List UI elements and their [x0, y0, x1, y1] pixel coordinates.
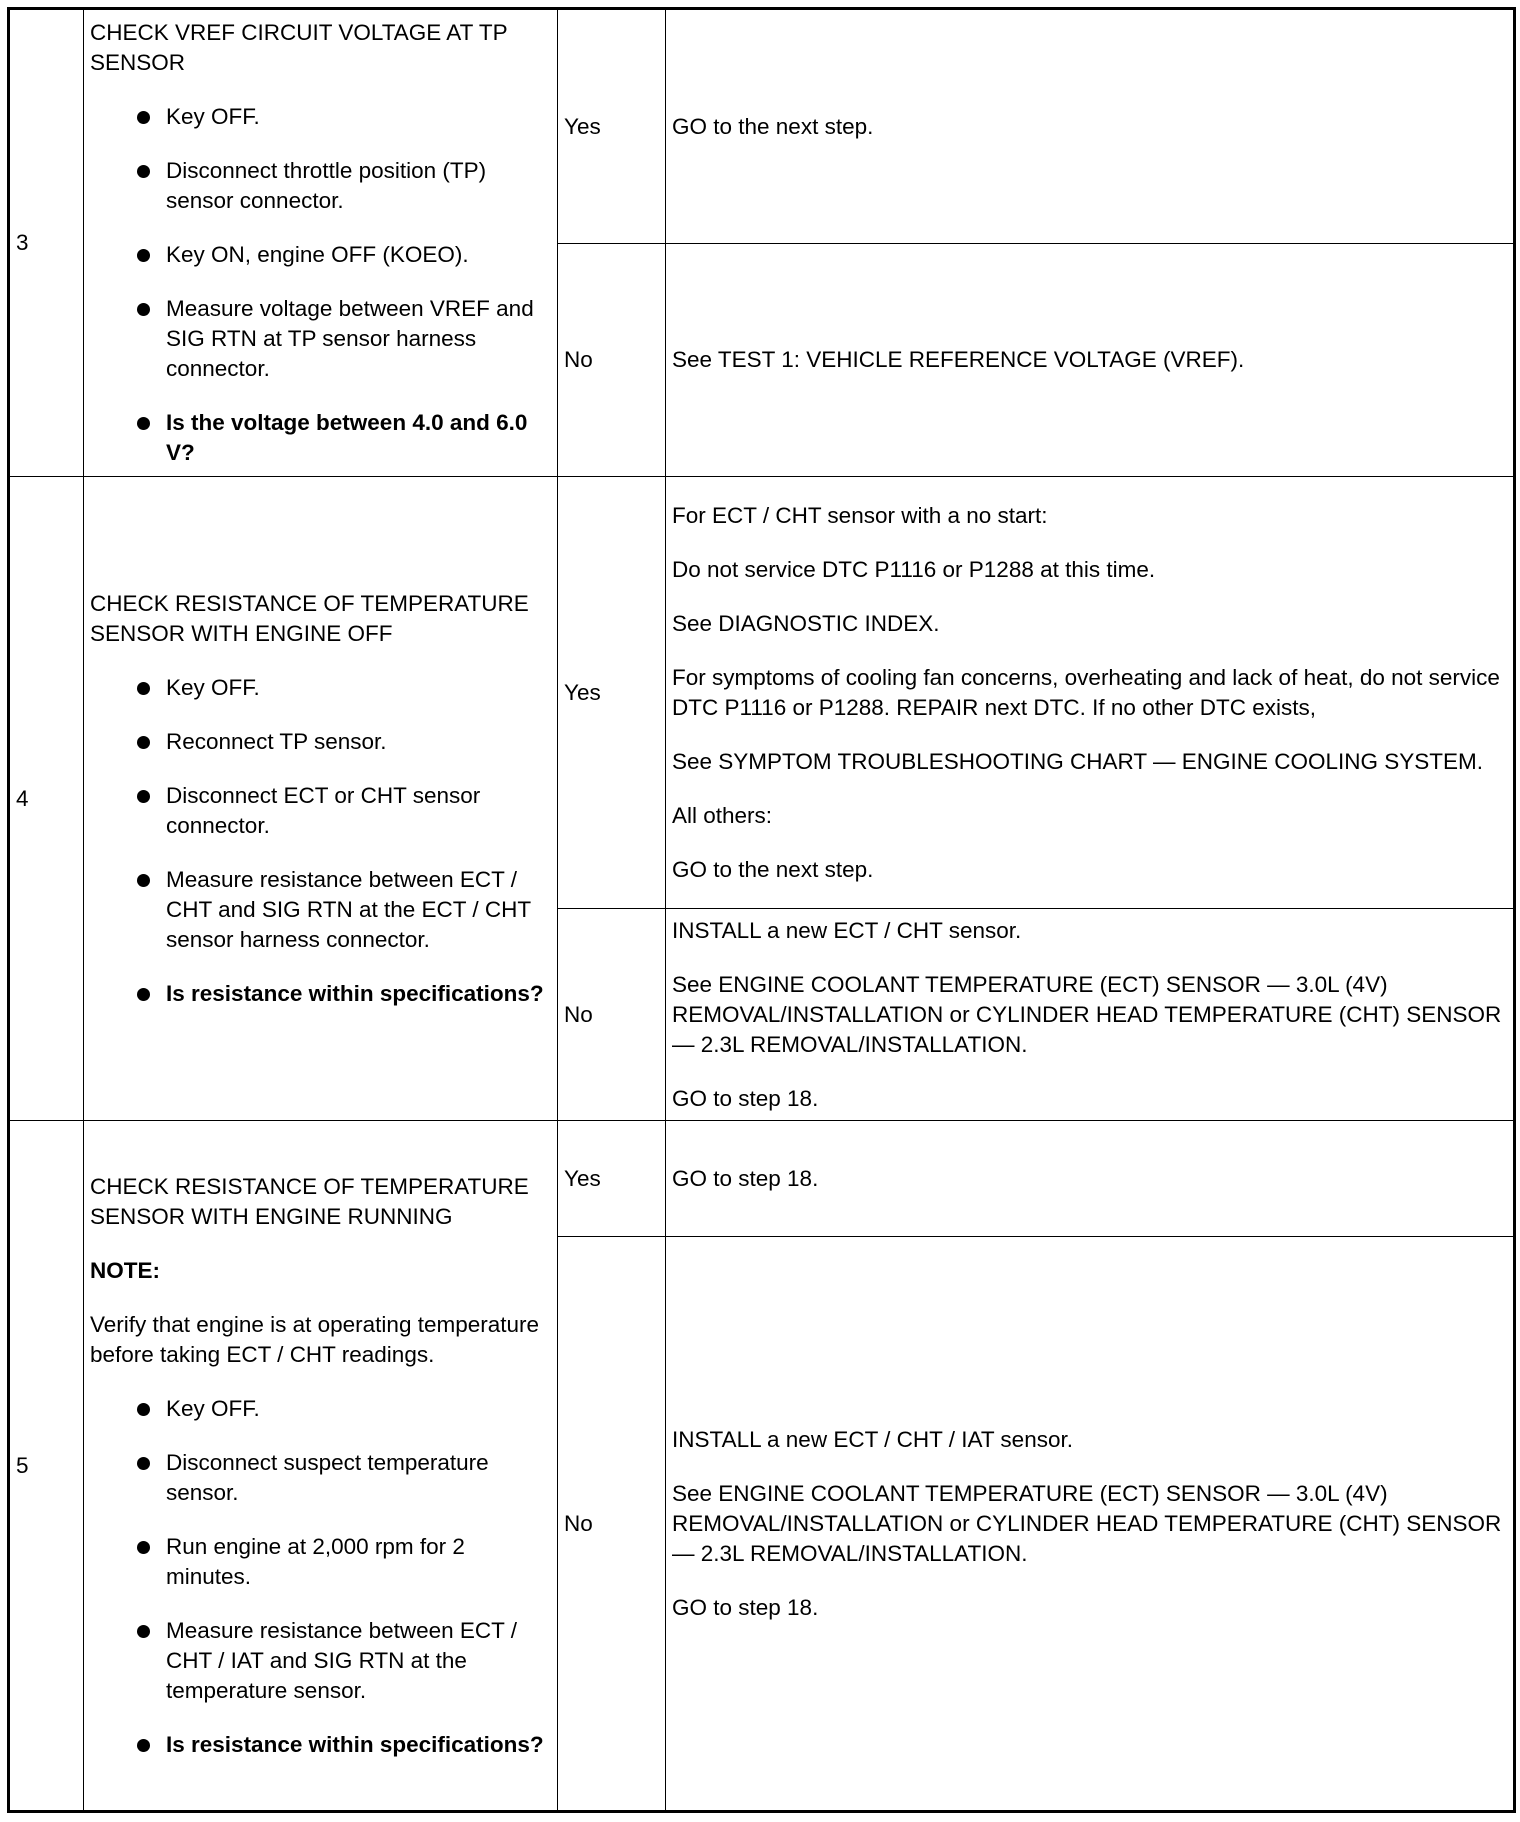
test-step-cell — [84, 477, 558, 1121]
action-item: Measure resistance between ECT / CHT / IAT and SIG RTN at the temperature sensor. — [90, 1616, 551, 1706]
action-line: See DIAGNOSTIC INDEX. — [672, 610, 940, 636]
test-question: Is resistance within specifications? — [90, 1730, 551, 1760]
action-line: Do not service DTC P1116 or P1288 at this time. — [672, 556, 1156, 582]
table-row — [9, 1121, 1515, 1237]
action-item: Disconnect suspect temperature sensor. — [90, 1448, 551, 1508]
action-item: Disconnect throttle position (TP) sensor connector. — [90, 156, 551, 216]
result-yes-action — [666, 477, 1515, 909]
action-line: For symptoms of cooling fan concerns, overheating and lack of heat, do not service DTC P1116 or P1288. REPAIR next DTC. If no other DTC exists, — [672, 664, 1500, 720]
action-item: Run engine at 2,000 rpm for 2 minutes. — [90, 1532, 551, 1592]
test-step-cell — [84, 9, 558, 477]
result-no-label: No — [558, 1237, 666, 1812]
action-line: GO to step 18. — [672, 1594, 819, 1620]
action-item: Disconnect ECT or CHT sensor connector. — [90, 781, 551, 841]
test-question: Is the voltage between 4.0 and 6.0 V? — [90, 408, 551, 468]
result-yes-label: Yes — [558, 477, 666, 909]
test-step-title: CHECK RESISTANCE OF TEMPERATURE SENSOR WITH ENGINE OFF — [90, 590, 529, 646]
result-no-label: No — [558, 909, 666, 1121]
table-row — [9, 477, 1515, 909]
test-step-title: CHECK VREF CIRCUIT VOLTAGE AT TP SENSOR — [90, 20, 508, 75]
action-line: GO to step 18. — [672, 1085, 819, 1111]
action-item: Measure resistance between ECT / CHT and SIG RTN at the ECT / CHT sensor harness connector. — [90, 865, 551, 955]
action-line: All others: — [672, 802, 773, 828]
result-no-action — [666, 244, 1515, 477]
action-list — [90, 1394, 551, 1760]
action-line: For ECT / CHT sensor with a no start: — [672, 502, 1048, 528]
step-number: 3 — [9, 9, 84, 477]
result-yes-action — [666, 9, 1515, 244]
result-yes-label: Yes — [558, 1121, 666, 1237]
action-list — [90, 102, 551, 468]
action-line: See ENGINE COOLANT TEMPERATURE (ECT) SENSOR — 3.0L (4V) REMOVAL/INSTALLATION or CYLINDER HEAD TEMPERATURE (CHT) SENSOR — 2.3L REMOVAL/INSTALLATION. — [672, 1480, 1502, 1566]
action-item: Reconnect TP sensor. — [90, 727, 551, 757]
action-line: INSTALL a new ECT / CHT sensor. — [672, 917, 1022, 943]
action-line: GO to the next step. — [672, 113, 874, 139]
step-number: 4 — [9, 477, 84, 1121]
action-line: See TEST 1: VEHICLE REFERENCE VOLTAGE (VREF). — [672, 347, 1245, 372]
action-item: Key ON, engine OFF (KOEO). — [90, 240, 551, 270]
result-yes-label: Yes — [558, 9, 666, 244]
action-line: GO to step 18. — [672, 1165, 819, 1191]
diagnostic-table — [7, 7, 1516, 1813]
action-line: See SYMPTOM TROUBLESHOOTING CHART — ENGINE COOLING SYSTEM. — [672, 748, 1483, 774]
result-no-action — [666, 1237, 1515, 1812]
test-step-title: CHECK RESISTANCE OF TEMPERATURE SENSOR WITH ENGINE RUNNING — [90, 1173, 529, 1229]
step-number: 5 — [9, 1121, 84, 1812]
result-yes-action — [666, 1121, 1515, 1237]
note-text: Verify that engine is at operating temperature before taking ECT / CHT readings. — [90, 1311, 540, 1367]
test-question: Is resistance within specifications? — [90, 979, 551, 1009]
action-list — [90, 673, 551, 1009]
result-no-label: No — [558, 244, 666, 477]
action-item: Measure voltage between VREF and SIG RTN at TP sensor harness connector. — [90, 294, 551, 384]
test-step-cell — [84, 1121, 558, 1812]
result-no-action — [666, 909, 1515, 1121]
action-item: Key OFF. — [90, 673, 551, 703]
action-line: See ENGINE COOLANT TEMPERATURE (ECT) SENSOR — 3.0L (4V) REMOVAL/INSTALLATION or CYLINDER HEAD TEMPERATURE (CHT) SENSOR — 2.3L REMOVAL/INSTALLATION. — [672, 971, 1502, 1057]
action-item: Key OFF. — [90, 102, 551, 132]
action-item: Key OFF. — [90, 1394, 551, 1424]
action-line: INSTALL a new ECT / CHT / IAT sensor. — [672, 1426, 1073, 1452]
table-row — [9, 9, 1515, 244]
note-label: NOTE: — [90, 1257, 160, 1283]
action-line: GO to the next step. — [672, 856, 874, 882]
